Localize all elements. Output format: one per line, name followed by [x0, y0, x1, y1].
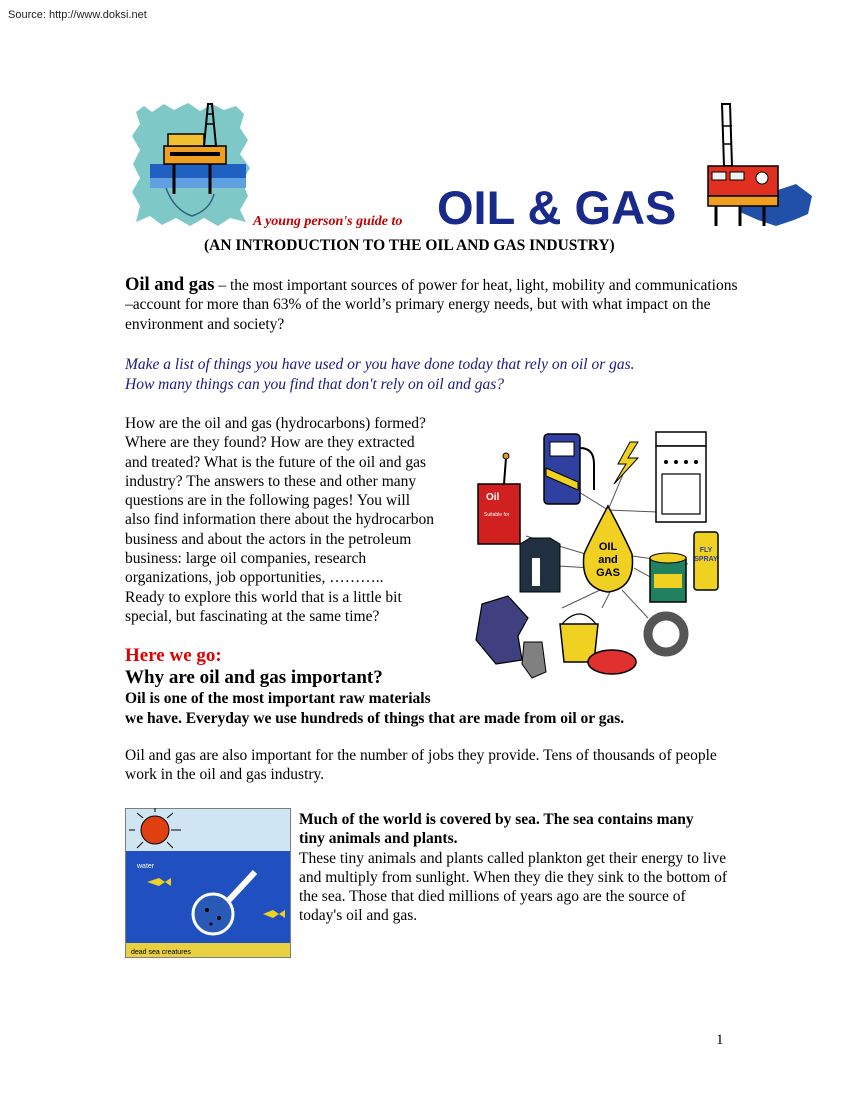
sea-paragraph	[299, 810, 729, 926]
question-block	[125, 355, 635, 394]
oil-can-icon	[478, 453, 520, 544]
oil-importance-line-1: Oil is one of the most important raw materials	[125, 690, 431, 707]
fly-spray-icon	[694, 532, 718, 590]
explore-line: business and about the actors in the petroleum	[125, 530, 412, 548]
oil-products-diagram	[462, 428, 724, 682]
jobs-paragraph: Oil and gas are also important for the number of jobs they provide. Tens of thousands of people work in the oil and gas industry.	[125, 747, 717, 784]
source-line: Source: http://www.doksi.net	[8, 9, 147, 21]
explore-line: How are the oil and gas (hydrocarbons) formed?	[125, 415, 426, 432]
oil-can-subtext: Suitable for	[484, 512, 510, 518]
diagram-center-line1: OIL	[598, 541, 618, 553]
explore-line: business: large oil companies, research	[125, 550, 367, 568]
offshore-platform-illustration-left	[130, 98, 258, 228]
bucket-icon	[560, 614, 636, 674]
sea-text: These tiny animals and plants called plankton get their energy to live and multiply from sunlight. When they die they sink to the bottom of the sea. Those that died millions of years ago are the source of today's oil and gas.	[299, 849, 728, 925]
shirt-icon	[520, 538, 560, 592]
question-line-1: Make a list of things you have used or you have done today that rely on oil or gas.	[125, 356, 635, 373]
question-line-2: How many things can you find that don't rely on oil and gas?	[125, 375, 505, 393]
fly-spray-line2: SPRAY	[694, 556, 718, 563]
fly-spray-line1: FLY	[699, 547, 713, 554]
explore-line: questions are in the following pages! You will	[125, 492, 411, 510]
section-heading: Why are oil and gas important?	[125, 667, 383, 688]
diagram-center-line3: GAS	[596, 567, 620, 579]
explore-paragraph	[125, 414, 465, 626]
stove-icon	[656, 432, 706, 522]
explore-line: industry? The answers to these and other many	[125, 472, 417, 490]
paint-tin-icon	[650, 553, 686, 602]
explore-line: Where are they found? How are they extracted	[125, 434, 415, 452]
oil-importance-line-2: we have. Everyday we use hundreds of things that are made from oil or gas.	[125, 709, 625, 727]
explore-line: organizations, job opportunities, ………..	[125, 569, 384, 587]
clothes-icon	[476, 596, 546, 678]
sea-illustration	[125, 808, 291, 958]
explore-line: Ready to explore this world that is a little bit	[125, 588, 402, 606]
intro-paragraph	[125, 276, 740, 334]
page-title: OIL & GAS	[437, 181, 677, 234]
offshore-platform-illustration-right	[700, 96, 816, 232]
explore-line: and treated? What is the future of the oil and gas	[125, 453, 426, 471]
oil-can-label: Oil	[486, 492, 500, 503]
section-intro: Here we go:	[125, 645, 222, 666]
sea-creatures-label: dead sea creatures	[131, 949, 191, 956]
intro-term: Oil and gas	[125, 275, 215, 295]
sea-water-label: water	[137, 863, 155, 870]
diagram-center-line2: and	[598, 554, 618, 566]
sea-bold-line-2: tiny animals and plants.	[299, 830, 458, 848]
electricity-icon	[614, 442, 638, 484]
sea-bold-line-1: Much of the world is covered by sea. The sea contains many	[299, 811, 694, 828]
page-subtitle: (AN INTRODUCTION TO THE OIL AND GAS INDUSTRY)	[204, 237, 615, 254]
tyre-icon	[648, 616, 684, 652]
explore-line: special, but fascinating at the same time?	[125, 607, 380, 625]
page-number: 1	[716, 1032, 724, 1048]
fuel-pump-icon	[544, 434, 594, 504]
explore-line: also find information there about the hydrocarbon	[125, 511, 435, 529]
oil-importance-block	[125, 689, 624, 728]
tagline: A young person's guide to	[253, 214, 403, 229]
intro-text: – the most important sources of power for heat, light, mobility and communications –account for more than 63% of the world’s primary energy needs, but with what impact on the environment and society?	[125, 277, 738, 333]
